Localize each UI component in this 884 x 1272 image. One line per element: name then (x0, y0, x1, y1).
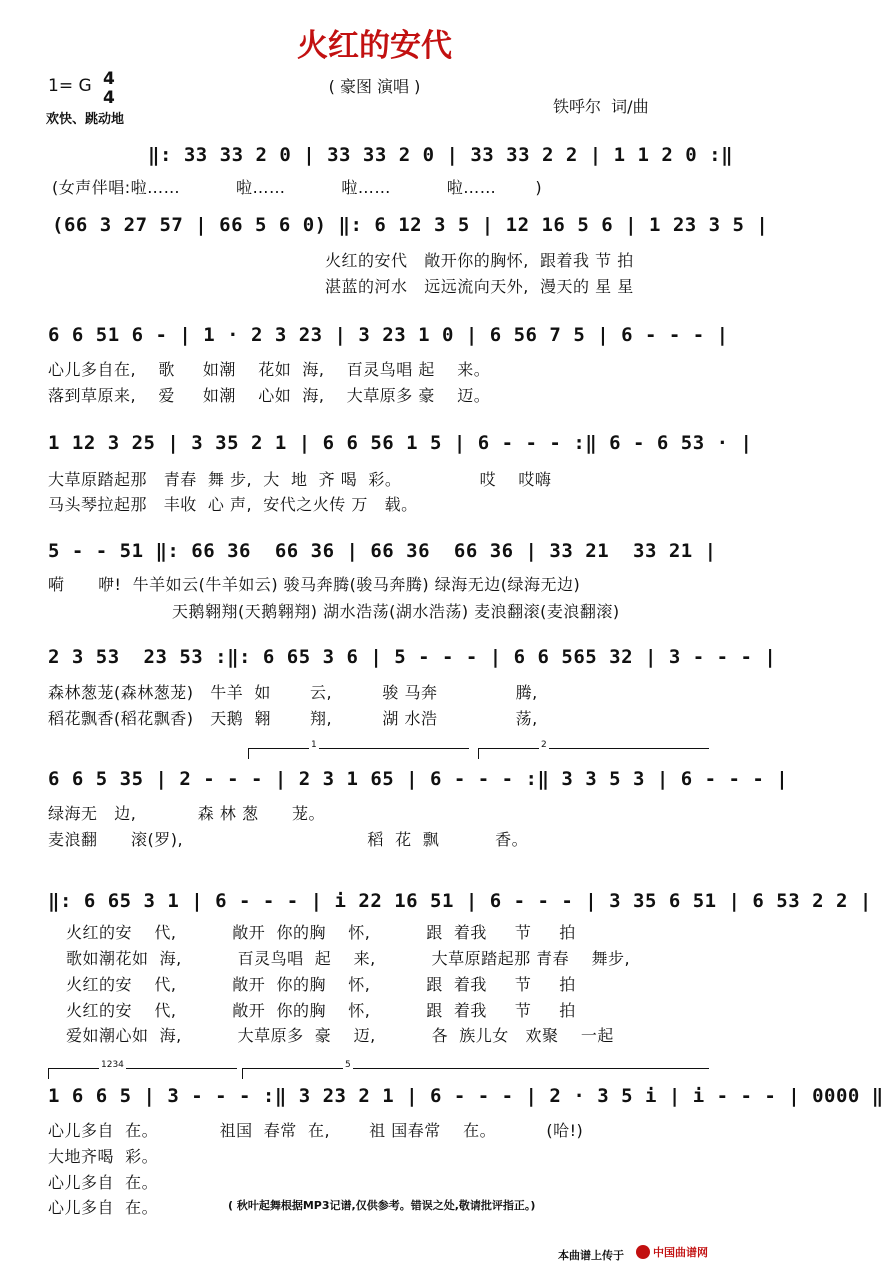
lyric-line: 马头琴拉起那 丰收 心 声, 安代之火传 万 载。 (48, 495, 418, 514)
page-title: 火红的安代 (297, 28, 452, 64)
time-signature-bottom: 4 (103, 88, 115, 108)
lyric-line: 嗬 咿! 牛羊如云(牛羊如云) 骏马奔腾(骏马奔腾) 绿海无边(绿海无边) (48, 575, 581, 594)
time-signature-top: 4 (103, 69, 115, 89)
tempo-marking: 欢快、跳动地 (46, 112, 125, 127)
notation-line: ‖: 33 33 2 0 | 33 33 2 0 | 33 33 2 2 | 1 1 2 0 :‖ (148, 144, 734, 166)
site-logo (636, 1244, 708, 1260)
lyric-line: 大草原踏起那 青春 舞 步, 大 地 齐 喝 彩。 哎 哎嗨 (48, 470, 552, 489)
notation-line: 6 6 51 6 - | 1 · 2 3 23 | 3 23 1 0 | 6 56 7 5 | 6 - - - | (48, 324, 729, 346)
lyric-line: 湛蓝的河水 远远流向天外, 漫天的 星 星 (325, 277, 634, 296)
logo-icon (636, 1245, 650, 1259)
volta-first: 1234 (48, 1068, 237, 1079)
lyric-line: (女声伴唱:啦…… 啦…… 啦…… 啦…… ) (52, 178, 543, 197)
lyric-line: 天鹅翱翔(天鹅翱翔) 湖水浩荡(湖水浩荡) 麦浪翻滚(麦浪翻滚) (172, 602, 620, 621)
lyric-line: 爱如潮心如 海, 大草原多 豪 迈, 各 族儿女 欢聚 一起 (66, 1026, 614, 1045)
notation-line: (66 3 27 57 | 66 5 6 0) ‖: 6 12 3 5 | 12 16 5 6 | 1 23 3 5 | (52, 214, 769, 236)
lyric-line: 心儿多自 在。 祖国 春常 在, 祖 国春常 在。 (哈!) (48, 1121, 584, 1140)
credit: 铁呼尔 词/曲 (553, 97, 649, 116)
lyric-line: 火红的安代 敞开你的胸怀, 跟着我 节 拍 (325, 251, 634, 270)
notation-line: 2 3 53 23 53 :‖: 6 65 3 6 | 5 - - - | 6 6 565 32 | 3 - - - | (48, 646, 777, 668)
volta-second: 5 (242, 1068, 709, 1079)
lyric-line: 落到草原来, 爱 如潮 心如 海, 大草原多 豪 迈。 (48, 386, 491, 405)
site-brand: 中国曲谱网 (653, 1246, 708, 1259)
volta-first: 1 (248, 748, 469, 759)
lyric-line: 心儿多自 在。 (48, 1198, 159, 1217)
notation-line: 1 6 6 5 | 3 - - - :‖ 3 23 2 1 | 6 - - - | 2 · 3 5 i | i - - - | 0000 ‖ (48, 1085, 884, 1107)
lyric-line: 森林葱茏(森林葱茏) 牛羊 如 云, 骏 马奔 腾, (48, 683, 538, 702)
notation-line: 1 12 3 25 | 3 35 2 1 | 6 6 56 1 5 | 6 - - - :‖ 6 - 6 53 · | (48, 432, 753, 454)
lyric-line: 火红的安 代, 敞开 你的胸 怀, 跟 着我 节 拍 (66, 923, 576, 942)
upload-note: 本曲谱上传于 (558, 1249, 624, 1262)
lyric-line: 心儿多自 在。 (48, 1173, 159, 1192)
lyric-line: 火红的安 代, 敞开 你的胸 怀, 跟 着我 节 拍 (66, 1001, 576, 1020)
lyric-line: 麦浪翻 滚(罗), 稻 花 飘 香。 (48, 830, 529, 849)
lyric-line: 火红的安 代, 敞开 你的胸 怀, 跟 着我 节 拍 (66, 975, 576, 994)
lyric-line: 绿海无 边, 森 林 葱 茏。 (48, 804, 325, 823)
lyric-line: 稻花飘香(稻花飘香) 天鹅 翱 翔, 湖 水浩 荡, (48, 709, 538, 728)
notation-line: ‖: 6 65 3 1 | 6 - - - | i 22 16 51 | 6 - - - | 3 35 6 51 | 6 53 2 2 | (48, 890, 872, 912)
volta-second: 2 (478, 748, 709, 759)
lyric-line: 歌如潮花如 海, 百灵鸟唱 起 来, 大草原踏起那 青春 舞步, (66, 949, 631, 968)
transcriber-note: ( 秋叶起舞根据MP3记谱,仅供参考。错误之处,敬请批评指正。) (228, 1199, 536, 1212)
key-signature: 1= G (48, 76, 92, 96)
notation-line: 5 - - 51 ‖: 66 36 66 36 | 66 36 66 36 | 33 21 33 21 | (48, 540, 717, 562)
notation-line: 6 6 5 35 | 2 - - - | 2 3 1 65 | 6 - - - :‖ 3 3 5 3 | 6 - - - | (48, 768, 789, 790)
lyric-line: 大地齐喝 彩。 (48, 1147, 159, 1166)
performer-subtitle: ( 豪图 演唱 ) (328, 77, 421, 96)
lyric-line: 心儿多自在, 歌 如潮 花如 海, 百灵鸟唱 起 来。 (48, 360, 491, 379)
